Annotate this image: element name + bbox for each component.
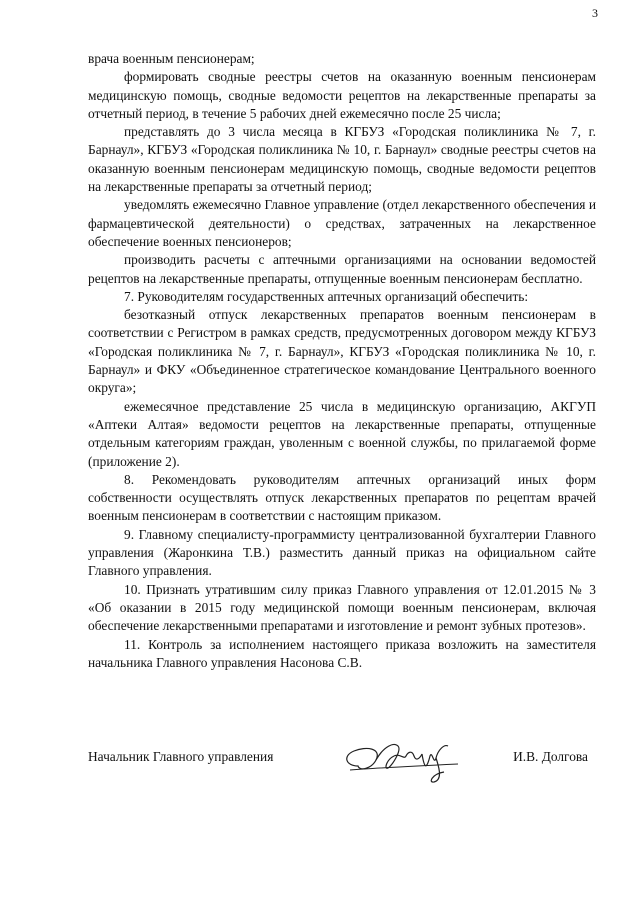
paragraph-item-10: 10. Признать утратившим силу приказ Главного управления от 12.01.2015 № 3 «Об оказании в 2015 году медицинской помощи военным пенсионерам, включая обеспечение лекарственными препаратами и изготовление и ремонт зубных протезов». <box>88 581 596 634</box>
paragraph-item-8: 8. Рекомендовать руководителям аптечных организаций иных форм собственности осуществлять отпуск лекарственных препаратов по рецептам врачей военным пенсионерам в соответствии с настоящим приказом. <box>88 471 596 524</box>
signatory-title: Начальник Главного управления <box>88 749 274 764</box>
paragraph-item-9: 9. Главному специалисту-программисту централизованной бухгалтерии Главного управления (Жаронкина Т.В.) разместить данный приказ на официальном сайте Главного управления. <box>88 526 596 579</box>
signature-block <box>88 736 596 786</box>
document-body <box>88 50 596 672</box>
page-number: 3 <box>592 6 598 20</box>
paragraph-submit: представлять до 3 числа месяца в КГБУЗ «Городская поликлиника № 7, г. Барнаул», КГБУЗ «Городская поликлиника № 10, г. Барнаул» сводные реестры счетов на оказанную военным пенсионерам медицинскую помощь, сводные ведомости рецептов на лекарственные препараты за отчетный период; <box>88 124 596 195</box>
paragraph-item-7: 7. Руководителям государственных аптечных организаций обеспечить: <box>124 288 529 304</box>
paragraph-settlements: производить расчеты с аптечными организациями на основании ведомостей рецептов на лекарственные препараты, отпущенные военным пенсионерам бесплатно. <box>88 252 596 286</box>
paragraph-continuation: врача военным пенсионерам; <box>88 51 255 66</box>
paragraph-monthly-report: ежемесячное представление 25 числа в медицинскую организацию, АКГУП «Аптеки Алтая» ведомости рецептов на лекарственные препараты, отпущенные отдельным категориям граждан, уволенным с военной службы, по прилагаемой форме (приложение 2). <box>88 398 596 469</box>
paragraph-notify: уведомлять ежемесячно Главное управление (отдел лекарственного обеспечения и фармацевтической деятельности) о средствах, затраченных на лекарственное обеспечение военных пенсионеров; <box>88 197 596 249</box>
signatory-name: И.В. Долгова <box>513 749 588 764</box>
paragraph-dispensing: безотказный отпуск лекарственных препаратов военным пенсионерам в соответствии с Регистром в рамках средств, предусмотренных договором между КГБУЗ «Городская поликлиника № 7, г. Барнаул», КГБУЗ «Городская поликлиника № 10, г. Барнаул» и ФКУ «Объединенное стратегическое командование Центрального военного округа»; <box>88 307 596 396</box>
paragraph-registers: формировать сводные реестры счетов на оказанную военным пенсионерам медицинскую помощь, сводные ведомости рецептов на лекарственные препараты за отчетный период, в течение 5 рабочих дней ежемесячно после 25 числа; <box>88 69 596 121</box>
handwritten-signature <box>336 736 486 786</box>
paragraph-item-11: 11. Контроль за исполнением настоящего приказа возложить на заместителя начальника Главного управления Насонова С.В. <box>88 636 596 670</box>
